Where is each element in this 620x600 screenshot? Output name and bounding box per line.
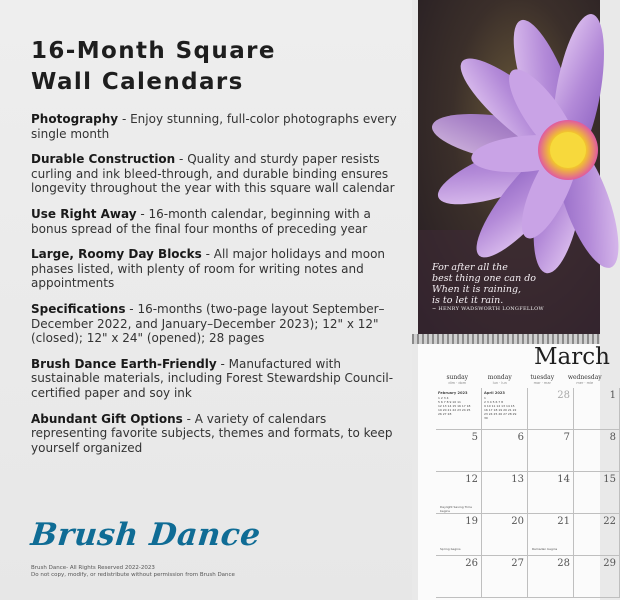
feature-text: - A variety of calendars representing favorite subjects, themes and formats, to keep yourself organized <box>31 411 393 455</box>
calendar-day-cell <box>528 556 574 598</box>
calendar-day-cell <box>528 430 574 472</box>
copyright-line-1: Brush Dance- All Rights Reserved 2022-2023 <box>31 565 155 571</box>
calendar-day-cell <box>482 430 528 472</box>
mini-month-row: 2 3 4 5 6 7 8 <box>484 400 504 404</box>
day-number: 12 <box>465 474 478 485</box>
weekday-sub: dim · dom <box>448 381 467 385</box>
feature-heading: Durable Construction <box>31 152 176 167</box>
feature-item <box>31 412 401 456</box>
day-number: 14 <box>557 474 570 485</box>
copyright-line-2: Do not copy, modify, or redistribute without permission from Brush Dance <box>31 572 235 578</box>
weekday-name: tuesday <box>530 374 555 381</box>
month-title: March <box>534 344 610 370</box>
quote-line: For after all the <box>432 262 508 273</box>
mini-month-row: 26 27 28 <box>438 412 452 416</box>
mini-month-row: 30 <box>484 416 488 420</box>
calendar-page <box>418 344 616 600</box>
feature-item <box>31 152 401 196</box>
weekday-label <box>521 374 564 388</box>
weekday-name: monday <box>487 374 512 381</box>
page-title <box>31 36 391 98</box>
feature-text: - 16-months (two-page layout September–December 2022, and January–December 2023); 12" x 12" (closed); 12" x 24" (opened); 28 pages <box>31 301 385 346</box>
feature-item <box>31 207 401 236</box>
feature-list <box>31 112 401 466</box>
mini-month-row: 9 10 11 12 13 14 15 <box>484 404 515 408</box>
day-number: 26 <box>465 558 478 569</box>
day-number: 6 <box>517 432 524 443</box>
day-number: 7 <box>563 432 570 443</box>
quote-author: ~ HENRY WADSWORTH LONGFELLOW <box>432 306 544 312</box>
weekday-name: wednesday <box>567 374 602 381</box>
feature-text: - 16-month calendar, beginning with a bonus spread of the final four months of preceding year <box>31 206 371 236</box>
feature-text: - Enjoy stunning, full-color photographs every single month <box>31 112 397 141</box>
feature-heading: Abundant Gift Options <box>31 411 183 426</box>
spiral-binding <box>412 334 600 344</box>
mini-month <box>438 391 478 416</box>
feature-item <box>31 357 401 401</box>
photo-quote <box>432 262 562 306</box>
calendar-day-cell <box>436 472 482 514</box>
feature-heading: Large, Roomy Day Blocks <box>31 247 202 262</box>
feature-item <box>31 112 401 141</box>
quote-line: best thing one can do <box>432 273 537 284</box>
calendar-day-cell <box>482 388 528 430</box>
weekday-header <box>436 374 606 388</box>
weekday-label <box>564 374 607 388</box>
day-number: 19 <box>465 516 478 527</box>
calendar-day-cell <box>574 514 620 556</box>
mini-month-title: April 2023 <box>484 391 505 395</box>
calendar-day-cell <box>436 430 482 472</box>
calendar-day-cell <box>528 514 574 556</box>
day-number: 28 <box>557 558 570 569</box>
calendar-day-cell <box>574 556 620 598</box>
day-number: 13 <box>511 474 524 485</box>
weekday-name: sunday <box>446 374 469 381</box>
day-number: 21 <box>557 516 570 527</box>
weekday-sub: mer · mie <box>576 381 594 385</box>
day-number: 29 <box>603 558 616 569</box>
mini-month-row: 23 24 25 26 27 28 29 <box>484 412 517 416</box>
mini-month-title: February 2023 <box>438 391 468 395</box>
weekday-sub: mar · mar <box>533 381 551 385</box>
day-number: 22 <box>603 516 616 527</box>
holiday-note: Ramadan begins <box>532 547 558 551</box>
calendar-grid <box>436 388 616 600</box>
calendar-day-cell <box>482 556 528 598</box>
day-number: 5 <box>471 432 478 443</box>
weekday-label <box>479 374 522 388</box>
holiday-note: Spring begins <box>440 547 461 551</box>
calendar-day-cell <box>436 556 482 598</box>
calendar-day-cell <box>482 472 528 514</box>
mini-month-row: 1 2 3 4 <box>438 396 449 400</box>
title-line-2: Wall Calendars <box>31 69 244 95</box>
copyright-notice <box>31 565 271 579</box>
mini-month-row: 1 <box>484 396 486 400</box>
feature-text: - Manufactured with sustainable materials, including Forest Stewardship Council-certified paper and soy ink <box>31 356 394 400</box>
calendar-day-cell <box>482 514 528 556</box>
calendar-day-cell <box>528 388 574 430</box>
feature-heading: Photography <box>31 112 119 126</box>
calendar-day-cell <box>528 472 574 514</box>
calendar-day-cell <box>574 430 620 472</box>
title-line-1: 16-Month Square <box>31 38 276 64</box>
mini-month-row: 5 6 7 8 9 10 11 <box>438 400 461 404</box>
calendar-day-cell <box>436 514 482 556</box>
holiday-note: Daylight Saving Time begins <box>440 505 472 513</box>
weekday-label <box>436 374 479 388</box>
brush-dance-logo: Brush Dance <box>29 517 263 553</box>
day-number: 1 <box>609 390 616 401</box>
weekday-sub: lun · lun <box>492 381 507 385</box>
mini-month <box>484 391 524 420</box>
calendar-day-cell <box>574 472 620 514</box>
day-number: 28 <box>557 390 570 401</box>
quote-line: When it is raining, <box>432 284 522 295</box>
mini-month-row: 19 20 21 22 23 24 25 <box>438 408 471 412</box>
feature-item <box>31 247 401 291</box>
mini-month-row: 16 17 18 19 20 21 22 <box>484 408 517 412</box>
day-number: 27 <box>511 558 524 569</box>
day-number: 15 <box>603 474 616 485</box>
day-number: 8 <box>609 432 616 443</box>
feature-item <box>31 302 401 346</box>
day-number: 20 <box>511 516 524 527</box>
mini-month-row: 12 13 14 15 16 17 18 <box>438 404 471 408</box>
calendar-day-cell <box>436 388 482 430</box>
feature-text: - Quality and sturdy paper resists curling and ink bleed-through, and durable binding ensures longevity throughout the year with this square wall calendar <box>31 152 395 196</box>
calendar-day-cell <box>574 388 620 430</box>
feature-heading: Use Right Away <box>31 206 137 221</box>
feature-heading: Brush Dance Earth-Friendly <box>31 356 217 371</box>
quote-line: is to let it rain. <box>432 295 504 306</box>
feature-heading: Specifications <box>31 301 126 316</box>
feature-text: - All major holidays and moon phases listed, with plenty of room for writing notes and appointments <box>31 247 386 291</box>
